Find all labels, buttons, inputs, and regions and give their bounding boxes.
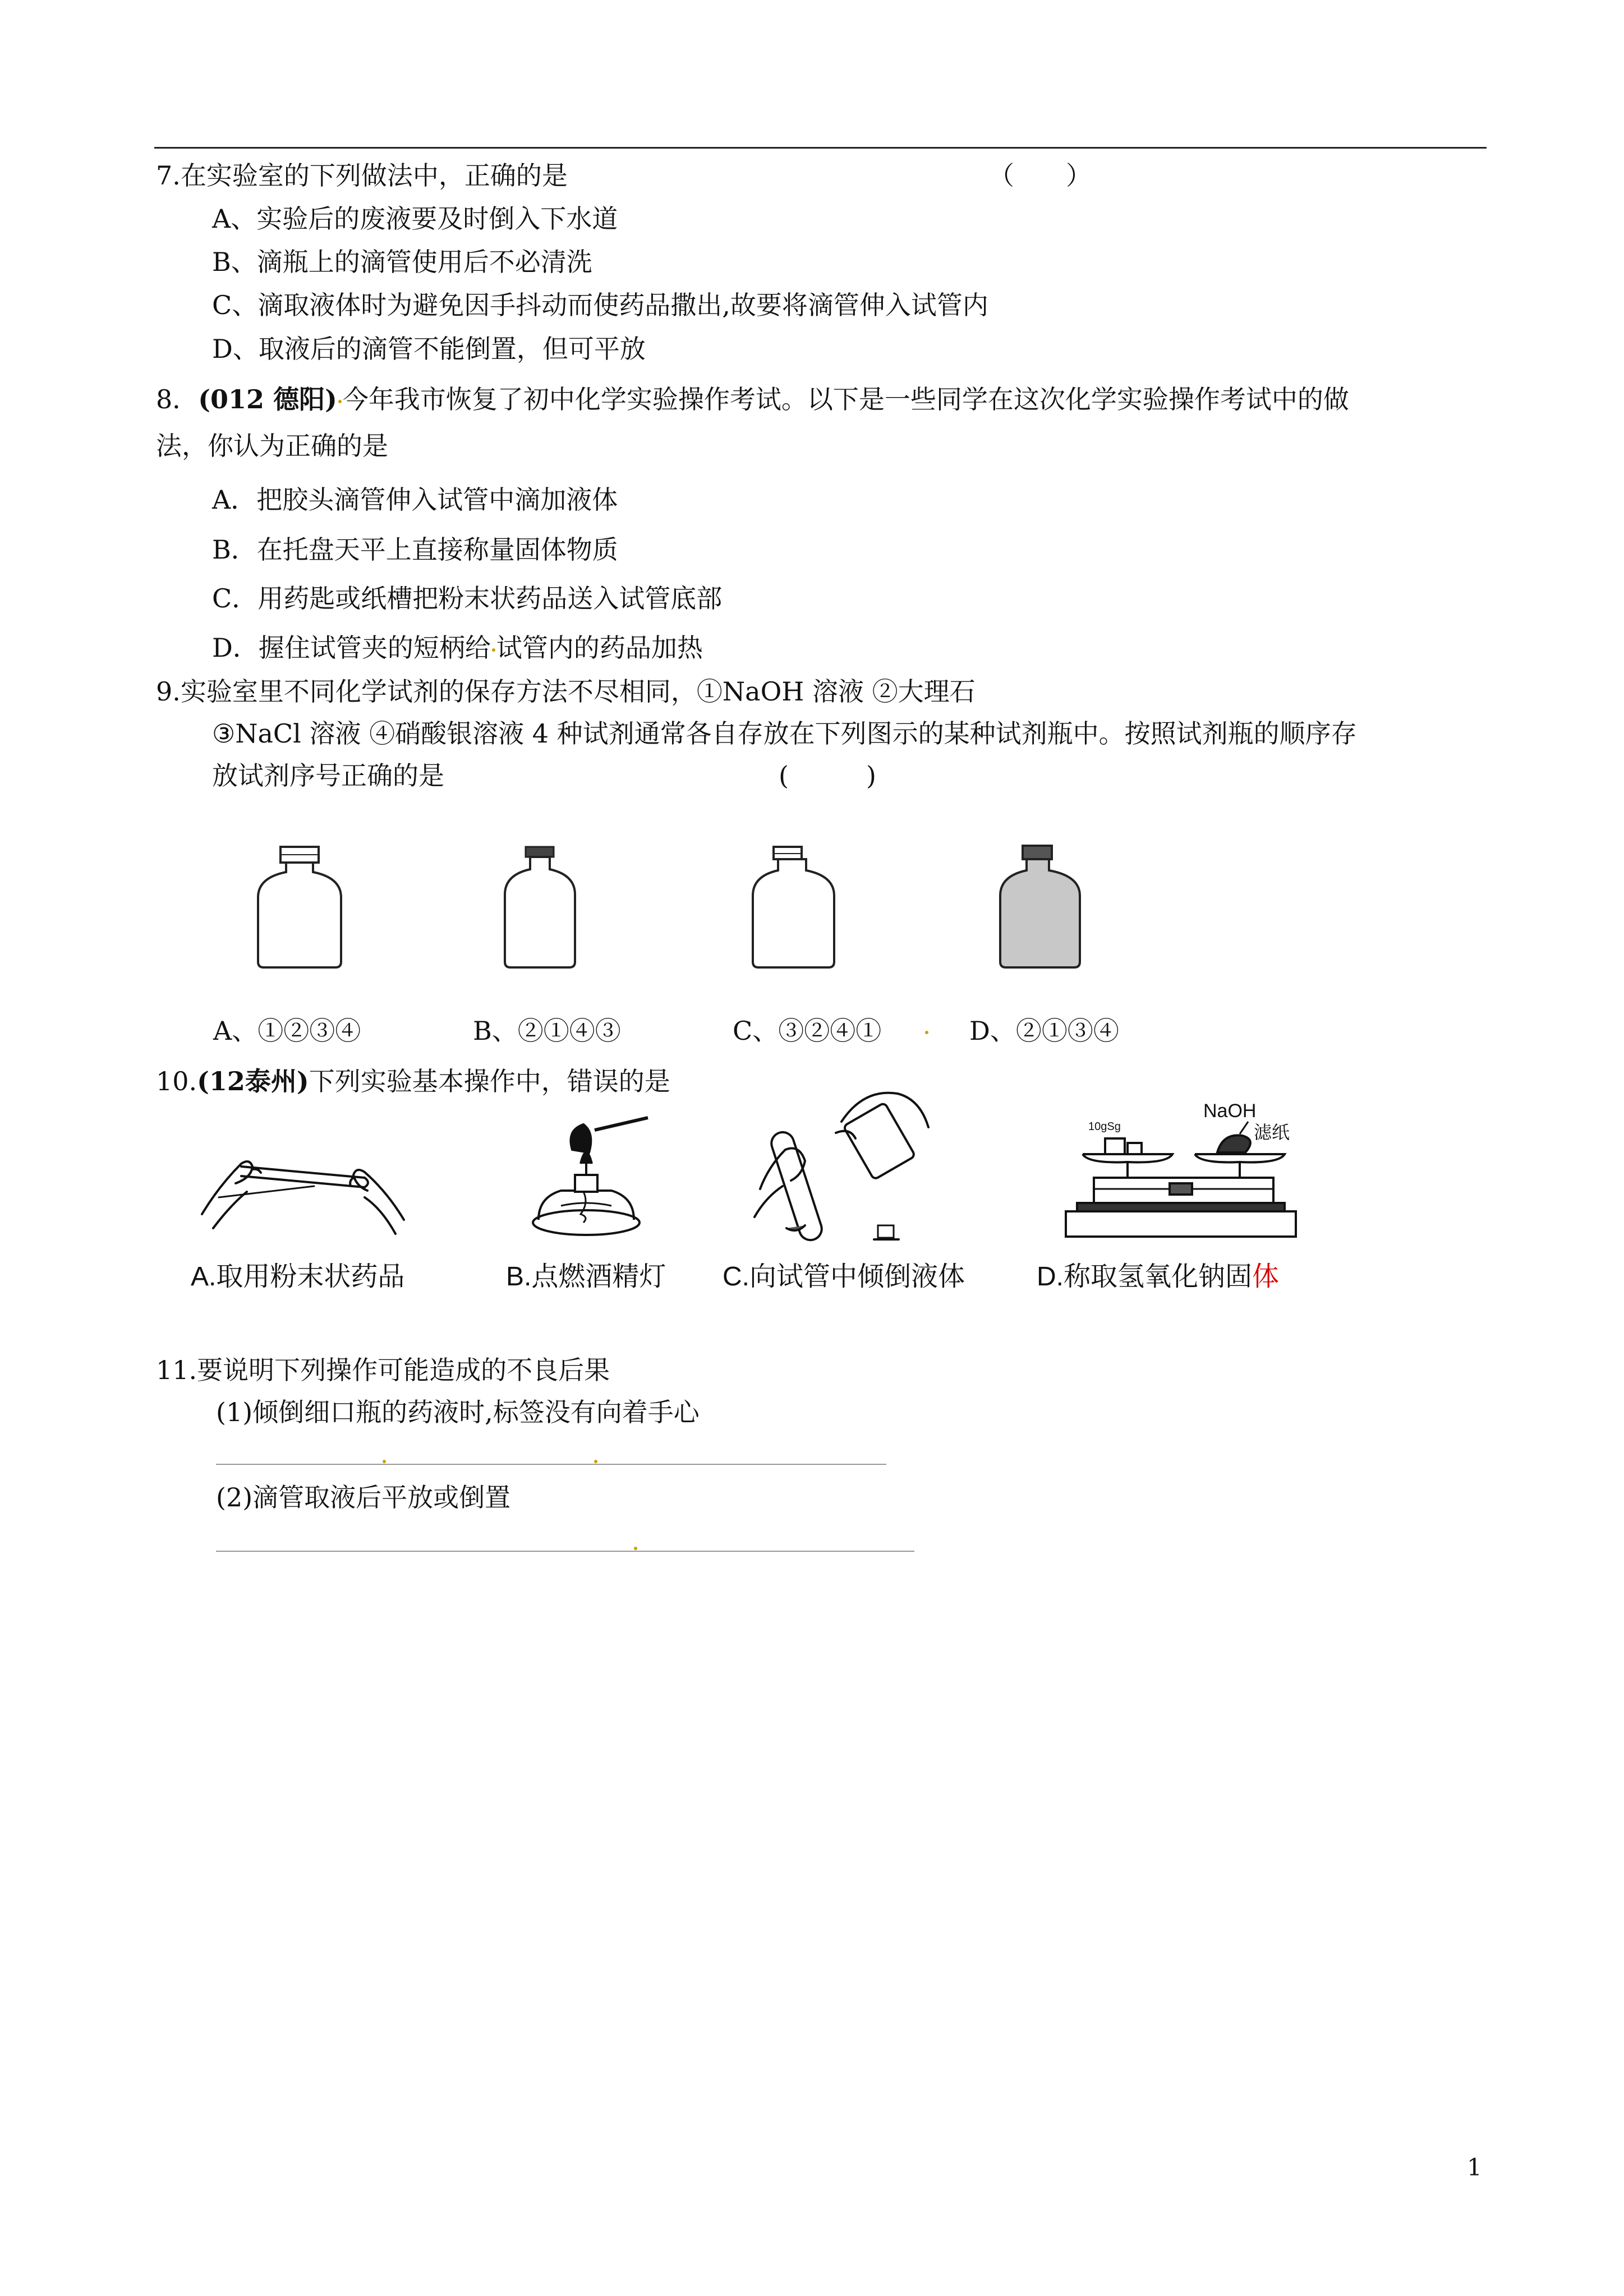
q10-number: 10. bbox=[156, 1066, 197, 1096]
q8-stem-a: 今年我市恢复了初中化学实验操作考试。以下是一些同学在这次化学实验操作考试中的做 bbox=[342, 384, 1349, 414]
q9-stem-line3: 放试剂序号正确的是 bbox=[212, 760, 444, 791]
bottle-2-body bbox=[505, 857, 575, 967]
q8-option-d-part1: D．握住试管夹的短柄给 bbox=[212, 633, 491, 663]
q10-caption-c: C.向试管中倾倒液体 bbox=[723, 1262, 965, 1292]
q8-stem-line1 bbox=[156, 382, 1349, 416]
reagent-bottles-figure bbox=[247, 841, 1116, 981]
q10-caption-d-text: D.称取氢氧化钠固 bbox=[1037, 1262, 1253, 1292]
q9-answer-paren: ( ) bbox=[779, 760, 876, 791]
figure-b-alcohol-lamp bbox=[527, 1108, 662, 1242]
q10-caption-d bbox=[1037, 1260, 1279, 1294]
q9-option-c: C、③②④① bbox=[733, 1016, 882, 1046]
balance-left-label: 10gSg bbox=[1088, 1121, 1121, 1133]
marker-dot bbox=[338, 400, 342, 403]
q10-caption-a: A.取用粉末状药品 bbox=[191, 1262, 405, 1292]
q10-stem bbox=[156, 1064, 670, 1098]
q8-stem-line2: 法，你认为正确的是 bbox=[156, 431, 388, 461]
q7-answer-paren: （ ） bbox=[988, 160, 1092, 191]
bottle-2 bbox=[505, 847, 575, 967]
bottle-3-body bbox=[753, 859, 834, 967]
q7-option-c: C、滴取液体时为避免因手抖动而使药品撒出,故要将滴管伸入试管内 bbox=[212, 290, 988, 320]
q11-stem: 11.要说明下列操作可能造成的不良后果 bbox=[156, 1355, 610, 1385]
bottle-3 bbox=[753, 847, 834, 967]
q8-option-d bbox=[212, 631, 703, 665]
q10-stem-text: 下列实验基本操作中，错误的是 bbox=[309, 1066, 670, 1096]
bottle-4-body bbox=[1000, 859, 1080, 967]
marker-dot bbox=[492, 648, 495, 652]
q7-stem: 7.在实验室的下列做法中，正确的是 bbox=[156, 160, 568, 191]
q11-part-2: (2)滴管取液后平放或倒置 bbox=[216, 1482, 511, 1513]
filter-paper-label: 滤纸 bbox=[1254, 1122, 1290, 1143]
marker-dot bbox=[383, 1460, 386, 1463]
q8-option-a: A．把胶头滴管伸入试管中滴加液体 bbox=[212, 485, 618, 515]
figure-a-powder-transfer bbox=[196, 1136, 410, 1237]
q9-stem-line2: ③NaCl 溶液 ④硝酸银溶液 4 种试剂通常各自存放在下列图示的某种试剂瓶中。按照试剂瓶的顺序存 bbox=[212, 718, 1357, 749]
q9-option-a: A、①②③④ bbox=[213, 1016, 361, 1046]
q9-stem-line1: 9.实验室里不同化学试剂的保存方法不尽相同，①NaOH 溶液 ②大理石 bbox=[156, 676, 976, 707]
figure-d-balance-weighing bbox=[1055, 1099, 1318, 1245]
page-number: 1 bbox=[1467, 2154, 1482, 2181]
q7-option-a: A、实验后的废液要及时倒入下水道 bbox=[212, 204, 618, 234]
marker-dot bbox=[634, 1547, 637, 1550]
q8-option-c: C．用药匙或纸槽把粉末状药品送入试管底部 bbox=[212, 583, 723, 614]
q9-option-b: B、②①④③ bbox=[473, 1016, 621, 1046]
balance-naoh-label: NaOH bbox=[1203, 1100, 1257, 1122]
header-rule bbox=[154, 147, 1487, 149]
q11-answer-line-1[interactable] bbox=[216, 1464, 886, 1465]
q8-source: (012 德阳) bbox=[198, 384, 337, 414]
bottle-4 bbox=[1000, 846, 1080, 967]
q11-part-1: (1)倾倒细口瓶的药液时,标签没有向着手心 bbox=[216, 1397, 700, 1427]
q7-option-b: B、滴瓶上的滴管使用后不必清洗 bbox=[212, 247, 592, 277]
q7-option-d: D、取液后的滴管不能倒置，但可平放 bbox=[212, 334, 646, 364]
figure-c-pouring-liquid bbox=[752, 1077, 937, 1245]
q8-option-d-part2: 试管内的药品加热 bbox=[496, 633, 703, 663]
marker-dot bbox=[925, 1031, 928, 1034]
q8-number: 8． bbox=[156, 384, 199, 414]
q9-option-d: D、②①③④ bbox=[969, 1016, 1119, 1046]
q10-caption-d-tail: 体 bbox=[1252, 1262, 1280, 1292]
q11-answer-line-2[interactable] bbox=[216, 1551, 914, 1552]
q10-source: (12泰州) bbox=[197, 1066, 309, 1096]
bottle-1-body bbox=[258, 863, 341, 967]
q8-option-b: B．在托盘天平上直接称量固体物质 bbox=[212, 534, 618, 565]
bottle-1 bbox=[258, 847, 341, 967]
q10-caption-b: B.点燃酒精灯 bbox=[506, 1262, 666, 1292]
marker-dot bbox=[594, 1460, 597, 1463]
